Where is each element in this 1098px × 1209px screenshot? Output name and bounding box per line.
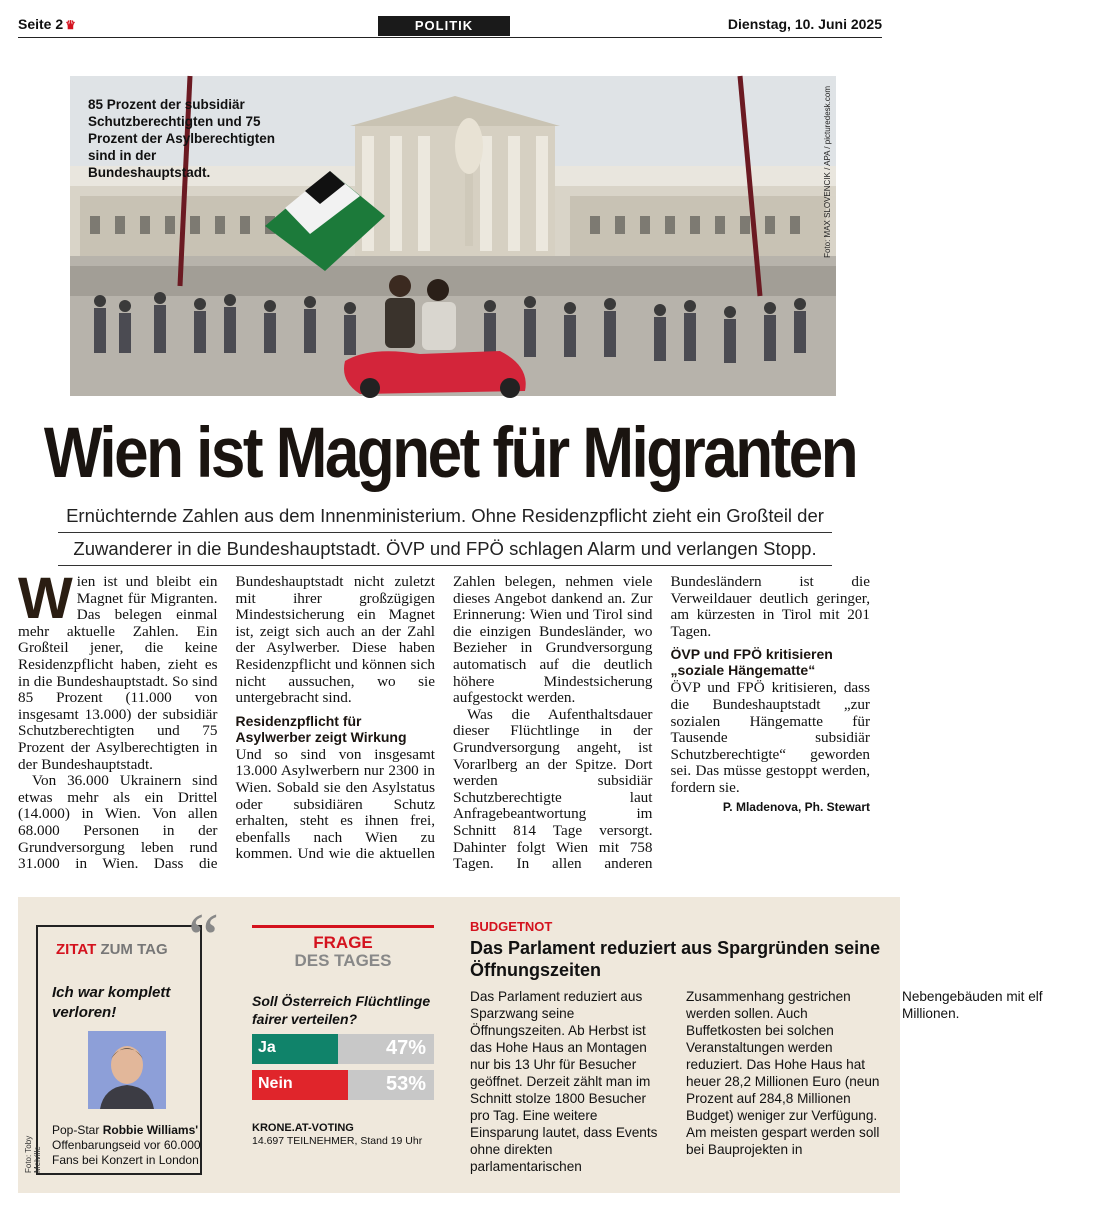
quote-desc-name: Robbie Williams' [102, 1123, 199, 1137]
poll-source [252, 1122, 434, 1148]
article-paragraph: Von 36.000 Ukrainern sind etwas mehr als ein Drittel (14.000) in Wien. Von allen 68.000 Personen in der Grundversorgung leben rund 31.000 in Wien. Dass die Bundeshauptstadt nicht zuletzt mit ihrer großzügigen Mindestsicherung ein Magnet ist, zeigt sich auch an der Zahl der Asylwerber. Diese haben Residenzpflicht und können sich nicht aussuchen, wo sie untergebracht sind. [18, 573, 435, 873]
poll-source-detail: 14.697 TEILNEHMER, Stand 19 Uhr [252, 1135, 423, 1147]
page-number-label: Seite 2 [18, 16, 64, 32]
article-subhead: ÖVP und FPÖ kritisieren „soziale Hängematte“ [670, 646, 833, 679]
bottom-section [18, 897, 1043, 1193]
article-subhead: Residenzpflicht für Asylwerber zeigt Wirkung [235, 712, 407, 745]
photo-caption: 85 Prozent der subsidiär Schutzberechtigten und 75 Prozent der Asylberechtigten sind in der Bundeshauptstadt. [88, 97, 276, 180]
poll-head-gray: DES TAGES [294, 951, 392, 970]
quote-title-gray: ZUM TAG [100, 941, 168, 958]
headline: Wien ist Magnet für Migranten [43, 413, 857, 494]
quote-title-red: ZITAT [56, 941, 97, 958]
lead-line-1: Ernüchternde Zahlen aus dem Innenministerium. Ohne Residenzpflicht zieht ein Großteil der [58, 500, 832, 533]
quote-title [56, 941, 168, 958]
photo-credit: Foto: MAX SLOVENCIK / APA / picturedesk.com [823, 86, 832, 258]
quote-description [52, 1123, 202, 1168]
budget-kicker: BUDGETNOT [470, 919, 553, 934]
lead-line-2: Zuwanderer in die Bundeshauptstadt. ÖVP und FPÖ schlagen Alarm und verlangen Stopp. [58, 533, 832, 566]
issue-date: Dienstag, 10. Juni 2025 [727, 16, 882, 32]
poll-question: Soll Österreich Flüchtlinge fairer verteilen? [252, 993, 431, 1027]
article-paragraph: Was die Aufenthaltsdauer dieser Flüchtlinge in der Grundversorgung angeht, ist Vorarlberg an der Spitze. Dort werden subsidiär Schutzberechtigte laut Anfragebeantwortung im Schnitt 814 Tage versorgt. Dahinter folgt Wien mit 758 Tagen. In allen anderen Bundesländern ist die Verweildauer deutlich geringer, am kürzesten in Tirol mit 201 Tagen. [453, 573, 870, 873]
budget-title: Das Parlament reduziert aus Spargründen seine Öffnungszeiten [470, 936, 881, 980]
quote-desc-pre: Pop-Star [52, 1123, 103, 1137]
quote-text: Ich war komplett verloren! [52, 984, 171, 1021]
poll-bar-ja-percent: 47% [385, 1037, 426, 1059]
poll-box [252, 925, 434, 1148]
byline: P. Mladenova, Ph. Stewart [722, 799, 870, 814]
quote-photo-credit: Foto: Toby Melville [24, 1135, 42, 1173]
quote-desc-post: Offenbarungseid vor 60.000 Fans bei Konzert in London [52, 1138, 201, 1167]
poll-head-red: FRAGE [313, 933, 373, 952]
poll-rule [252, 925, 434, 928]
article-paragraph-text: ien ist und bleibt ein Magnet für Migranten. Das belegen einmal mehr aktuelle Zahlen. Ein Großteil jener, die keine Residenzpflicht haben, zieht es in die Bundeshauptstadt. So sind 85 Prozent (11.000 von insgesamt 13.000) der subsidiär Schutzberechtigten und 75 Prozent der Asylberechtigten in der Bundeshauptstadt. [18, 573, 218, 773]
lead-text [58, 500, 832, 566]
article-paragraph: Und so sind von insgesamt 13.000 Asylwerbern nur 2300 in Wien. Sobald sie den Asylstatus oder subsidiären Schutz erhalten, steht es ihnen frei, ebenfalls nach Wien zu kommen. Und wie die aktuellen Zahlen belegen, nehmen viele dieses Angebot dankend an. Zur Erinnerung: Wien und Tirol sind die einzigen Bundesländer, wo Bezieher in Grundversorgung automatisch auf die deutlich höhere Mindestsicherung aufgestockt werden. [235, 573, 653, 863]
page-header [18, 12, 882, 38]
poll-source-title: KRONE.AT-VOTING [252, 1122, 354, 1134]
poll-bar-ja [252, 1034, 434, 1064]
crown-icon: ♛ [65, 18, 76, 32]
article-paragraph: ÖVP und FPÖ kritisieren, dass die Bundeshauptstadt „zur sozialen Hängematte für Tausende subsidiär Schutzberechtigte“ geworden sei. Das müsse gestoppt werden, fordern sie. [670, 679, 870, 796]
poll-bar-nein-label: Nein [258, 1075, 293, 1092]
portrait-icon [88, 1031, 166, 1109]
quote-of-the-day-box [24, 925, 202, 1175]
page-number [18, 16, 76, 32]
dropcap: W [18, 566, 73, 631]
article-body [18, 566, 870, 876]
poll-bar-nein-percent: 53% [385, 1073, 426, 1095]
poll-bar-ja-label: Ja [258, 1039, 276, 1056]
avatar [88, 1031, 166, 1109]
quote-marks-icon: “ [188, 900, 220, 977]
lead-photo [70, 76, 836, 396]
budget-article [470, 919, 1043, 1178]
budget-body: Das Parlament reduziert aus Sparzwang seine Öffnungszeiten. Ab Herbst ist das Hohe Haus an Montagen nur bis 13 Uhr für Besucher geöffnet. Derzeit zählt man im Schnitt stolze 1800 Besucher pro Tag. Eine weitere Einsparung lautet, dass Events ohne direkten parlamentarischen Zusammenhang gestrichen werden sollen. Auch Buffetkosten bei solchen Veranstaltungen werden reduziert. Das Hohe Haus hat heuer 28,2 Millionen Euro (neun Prozent auf 284,8 Millionen Budget) weniger zur Verfügung. Am meisten gespart werden soll bei Bauprojekten in Nebengebäuden mit elf Millionen. [470, 989, 1043, 1174]
section-tab: POLITIK [378, 16, 510, 36]
article-paragraph [18, 566, 218, 773]
poll-bar-nein [252, 1070, 434, 1100]
